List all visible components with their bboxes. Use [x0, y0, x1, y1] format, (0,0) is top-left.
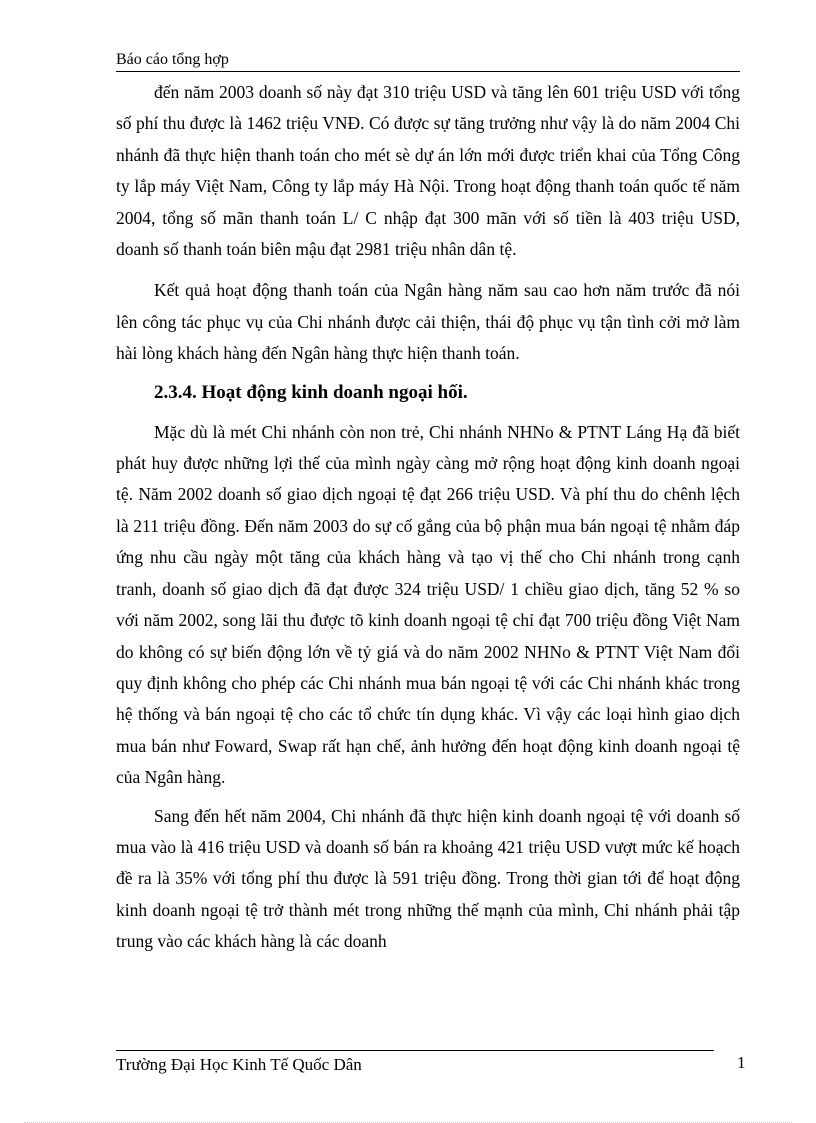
footer-divider	[116, 1050, 714, 1051]
paragraph: Kết quả hoạt động thanh toán của Ngân hàng năm sau cao hơn năm trước đã nói lên công tác phục vụ của Chi nhánh được cải thiện, thái độ phục vụ tận tình cởi mở làm hài lòng khách hàng đến Ngân hàng thực hiện thanh toán.	[116, 280, 740, 364]
document-body	[116, 77, 740, 958]
section-heading: 2.3.4. Hoạt động kinh doanh ngoại hối.	[154, 381, 468, 403]
paragraph: đến năm 2003 doanh số này đạt 310 triệu USD và tăng lên 601 triệu USD với tổng số phí thu được là 1462 triệu VNĐ. Có được sự tăng trưởng như vậy là do năm 2004 Chi nhánh đã thực hiện thanh toán cho mét sè dự án lớn mới được triển khai của Tổng Công ty lắp máy Việt Nam, Công ty lắp máy Hà Nội. Trong hoạt động thanh toán quốc tế năm 2004, tổng số mãn thanh toán L/ C nhập đạt 300 mãn với số tiền là 403 triệu USD, doanh số thanh toán biên mậu đạt 2981 triệu nhân dân tệ.	[116, 82, 740, 260]
paragraph: Mặc dù là mét Chi nhánh còn non trẻ, Chi nhánh NHNo & PTNT Láng Hạ đã biết phát huy được những lợi thế của mình ngày càng mở rộng hoạt động kinh doanh ngoại tệ. Năm 2002 doanh số giao dịch ngoại tệ đạt 266 triệu USD. Và phí thu do chênh lệch là 211 triệu đồng. Đến năm 2003 do sự cố gắng của bộ phận mua bán ngoại tệ nhằm đáp ứng nhu cầu ngày một tăng của khách hàng và tạo vị thế cho Chi nhánh trong cạnh tranh, doanh số giao dịch đã đạt được 324 triệu USD/ 1 chiều giao dịch, tăng 52 % so với năm 2002, song lãi thu được tõ kinh doanh ngoại tệ chỉ đạt 700 triệu đồng Việt Nam do không có sự biến động lớn về tỷ giá và do năm 2002 NHNo & PTNT Việt Nam đổi quy định không cho phép các Chi nhánh mua bán ngoại tệ với các Chi nhánh khác trong hệ thống và bán ngoại tệ cho các tổ chức tín dụng khác. Vì vậy các loại hình giao dịch mua bán như Foward, Swap rất hạn chế, ảnh hưởng đến hoạt động kinh doanh ngoại tệ của Ngân hàng.	[116, 421, 740, 788]
paragraph: Sang đến hết năm 2004, Chi nhánh đã thực hiện kinh doanh ngoại tệ với doanh số mua vào là 416 triệu USD và doanh số bán ra khoảng 421 triệu USD vượt mức kế hoạch đề ra là 35% với tổng phí thu được là 591 triệu đồng. Trong thời gian tới để hoạt động kinh doanh ngoại tệ trở thành mét trong những thế mạnh của mình, Chi nhánh phải tập trung vào các khách hàng là các doanh	[116, 805, 740, 952]
page-number: 1	[737, 1053, 746, 1072]
footer-school-name: Trường Đại Học Kinh Tế Quốc Dân	[116, 1055, 362, 1074]
page-header-title: Báo cáo tổng hợp	[116, 50, 740, 72]
